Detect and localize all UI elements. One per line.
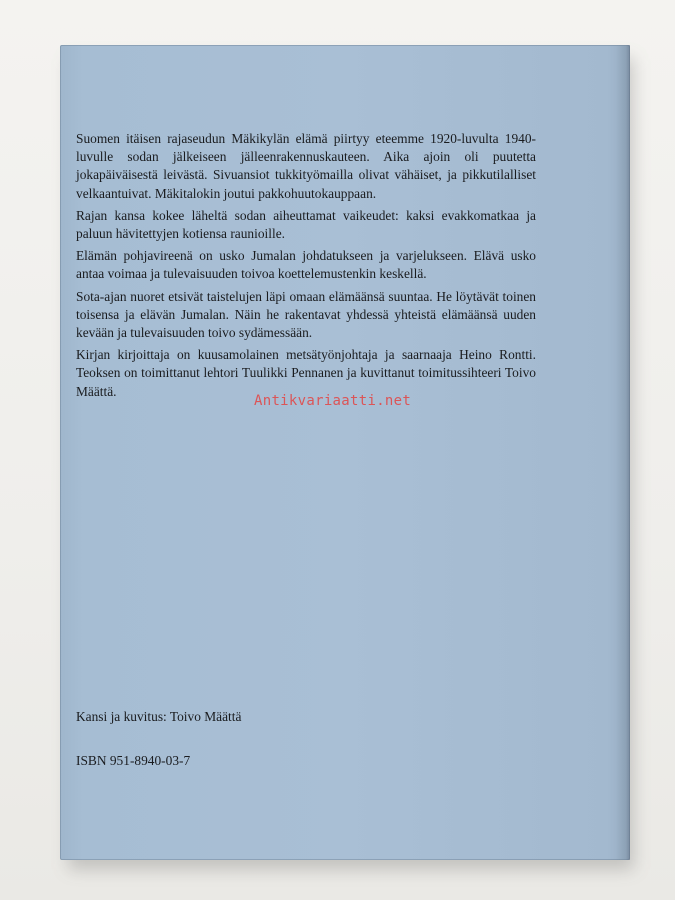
cover-credits: Kansi ja kuvitus: Toivo Määttä	[76, 709, 242, 724]
blurb-paragraph-3: Elämän pohjavireenä on usko Jumalan johdatukseen ja varjelukseen. Elävä usko antaa voimaa ja tulevaisuuden toivoa koettelemustenkin keskellä.	[76, 248, 536, 282]
watermark: Antikvariaatti.net	[254, 393, 412, 409]
blurb-paragraph-4: Sota-ajan nuoret etsivät taistelujen läpi omaan elämäänsä suuntaa. He löytävät toinen toisensa ja elävän Jumalan. Näin he rakentavat yhdessä yhteistä elämäänsä uuden kevään ja tulevaisuuden toivo sydämessään.	[76, 288, 536, 341]
isbn: ISBN 951-8940-03-7	[76, 753, 191, 768]
blurb-paragraph-1: Suomen itäisen rajaseudun Mäkikylän elämä piirtyy eteemme 1920-luvulta 1940-luvulle sodan jälkeiseen jälleenrakennuskauteen. Aika ajoin oli puutetta jokapäiväisestä leivästä. Sivuansiot tukkityömailla olivat vähäiset, ja pikkutilalliset velkaantuivat. Mäkitalokin joutui pakkohuutokauppaan.	[76, 131, 536, 201]
blurb-paragraph-2: Rajan kansa kokee läheltä sodan aiheuttamat vaikeudet: kaksi evakkomatkaa ja paluun hävitettyjen kotiensa raunioille.	[76, 207, 536, 242]
blurb-paragraph-5: Kirjan kirjoittaja on kuusamolainen metsätyönjohtaja ja saarnaaja Heino Rontti. Teoksen on toimittanut lehtori Tuulikki Pennanen ja kuvittanut toimitussihteeri Toivo Määttä.	[76, 347, 536, 399]
spine-edge	[616, 45, 630, 860]
blurb-text	[76, 130, 536, 405]
